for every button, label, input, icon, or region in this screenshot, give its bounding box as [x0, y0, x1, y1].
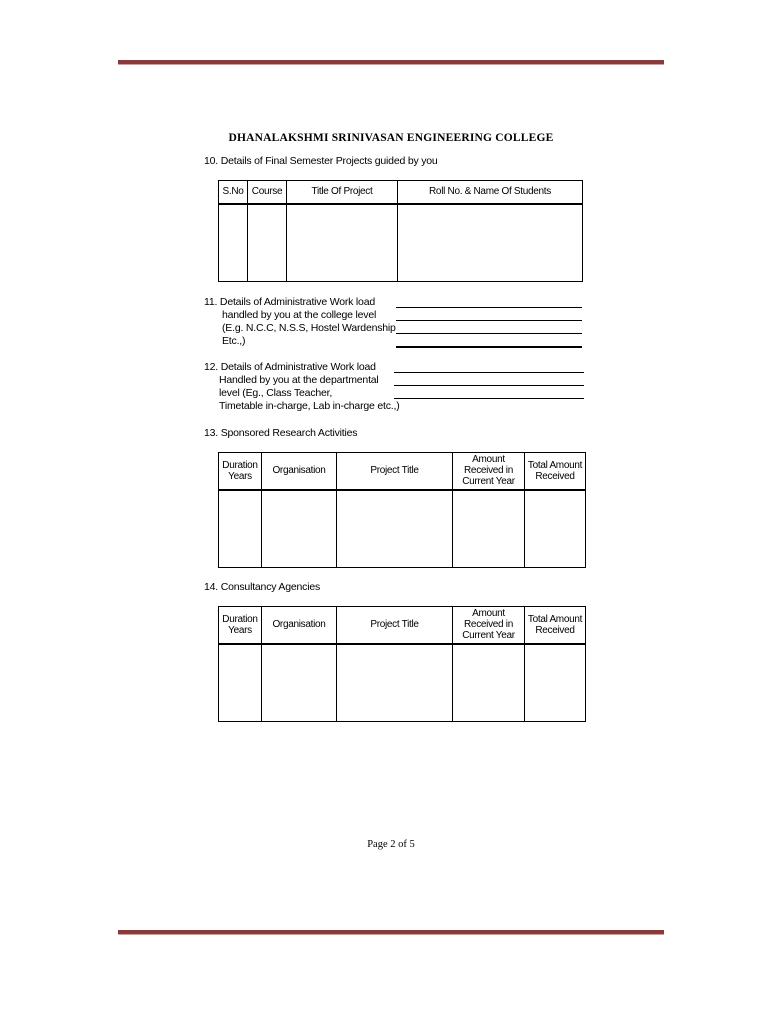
consultancy-agencies-table	[218, 606, 586, 722]
column-header-sno: S.No	[219, 181, 248, 204]
table-cell[interactable]	[248, 204, 287, 282]
section-11-line: (E.g. N.C.C, N.S.S, Hostel Wardenship	[222, 322, 396, 334]
table-cell[interactable]	[453, 644, 525, 722]
section-14-heading: 14. Consultancy Agencies	[204, 581, 321, 593]
column-header-amount-received: Amount Received in Current Year	[453, 607, 525, 644]
table-cell[interactable]	[219, 204, 248, 282]
section-12-line: Timetable in-charge, Lab in-charge etc.,)	[219, 400, 400, 412]
table-cell[interactable]	[219, 644, 262, 722]
answer-line[interactable]	[394, 372, 584, 373]
column-header-organisation: Organisation	[262, 453, 337, 490]
section-12-line: level (Eg., Class Teacher,	[219, 387, 333, 399]
table-cell[interactable]	[453, 490, 525, 568]
section-11-line: 11. Details of Administrative Work load	[204, 296, 375, 308]
answer-line[interactable]	[394, 398, 584, 399]
column-header-roll-no-names: Roll No. & Name Of Students	[398, 181, 583, 204]
section-12-line: Handled by you at the departmental	[219, 374, 379, 386]
section-12-line: 12. Details of Administrative Work load	[204, 361, 376, 373]
column-header-total-amount: Total Amount Received	[525, 453, 586, 490]
section-10-heading: 10. Details of Final Semester Projects guided by you	[204, 155, 438, 167]
section-11-line: Etc.,)	[222, 335, 246, 347]
bottom-border-rule	[118, 930, 664, 935]
table-cell[interactable]	[525, 490, 586, 568]
column-header-total-amount: Total Amount Received	[525, 607, 586, 644]
section-13-heading: 13. Sponsored Research Activities	[204, 427, 358, 439]
column-header-duration-years: Duration Years	[219, 607, 262, 644]
college-title: DHANALAKSHMI SRINIVASAN ENGINEERING COLLEGE	[228, 132, 554, 144]
table-cell[interactable]	[262, 644, 337, 722]
table-cell[interactable]	[525, 644, 586, 722]
answer-line[interactable]	[396, 307, 582, 308]
table-cell[interactable]	[219, 490, 262, 568]
answer-line[interactable]	[396, 320, 582, 321]
answer-line[interactable]	[396, 333, 582, 334]
column-header-organisation: Organisation	[262, 607, 337, 644]
column-header-project-title: Project Title	[337, 607, 453, 644]
column-header-course: Course	[248, 181, 287, 204]
sponsored-research-table	[218, 452, 586, 568]
answer-line[interactable]	[396, 346, 582, 348]
final-semester-projects-table	[218, 180, 583, 282]
answer-line[interactable]	[394, 385, 584, 386]
column-header-project-title: Project Title	[337, 453, 453, 490]
section-12-label	[204, 361, 400, 413]
table-cell[interactable]	[262, 490, 337, 568]
column-header-amount-received: Amount Received in Current Year	[453, 453, 525, 490]
table-cell[interactable]	[337, 644, 453, 722]
table-cell[interactable]	[398, 204, 583, 282]
section-11-line: handled by you at the college level	[222, 309, 377, 321]
top-border-rule	[118, 60, 664, 65]
column-header-title-of-project: Title Of Project	[287, 181, 398, 204]
table-cell[interactable]	[337, 490, 453, 568]
page-number: Page 2 of 5	[367, 839, 415, 850]
section-11-label	[204, 296, 396, 348]
column-header-duration-years: Duration Years	[219, 453, 262, 490]
table-cell[interactable]	[287, 204, 398, 282]
